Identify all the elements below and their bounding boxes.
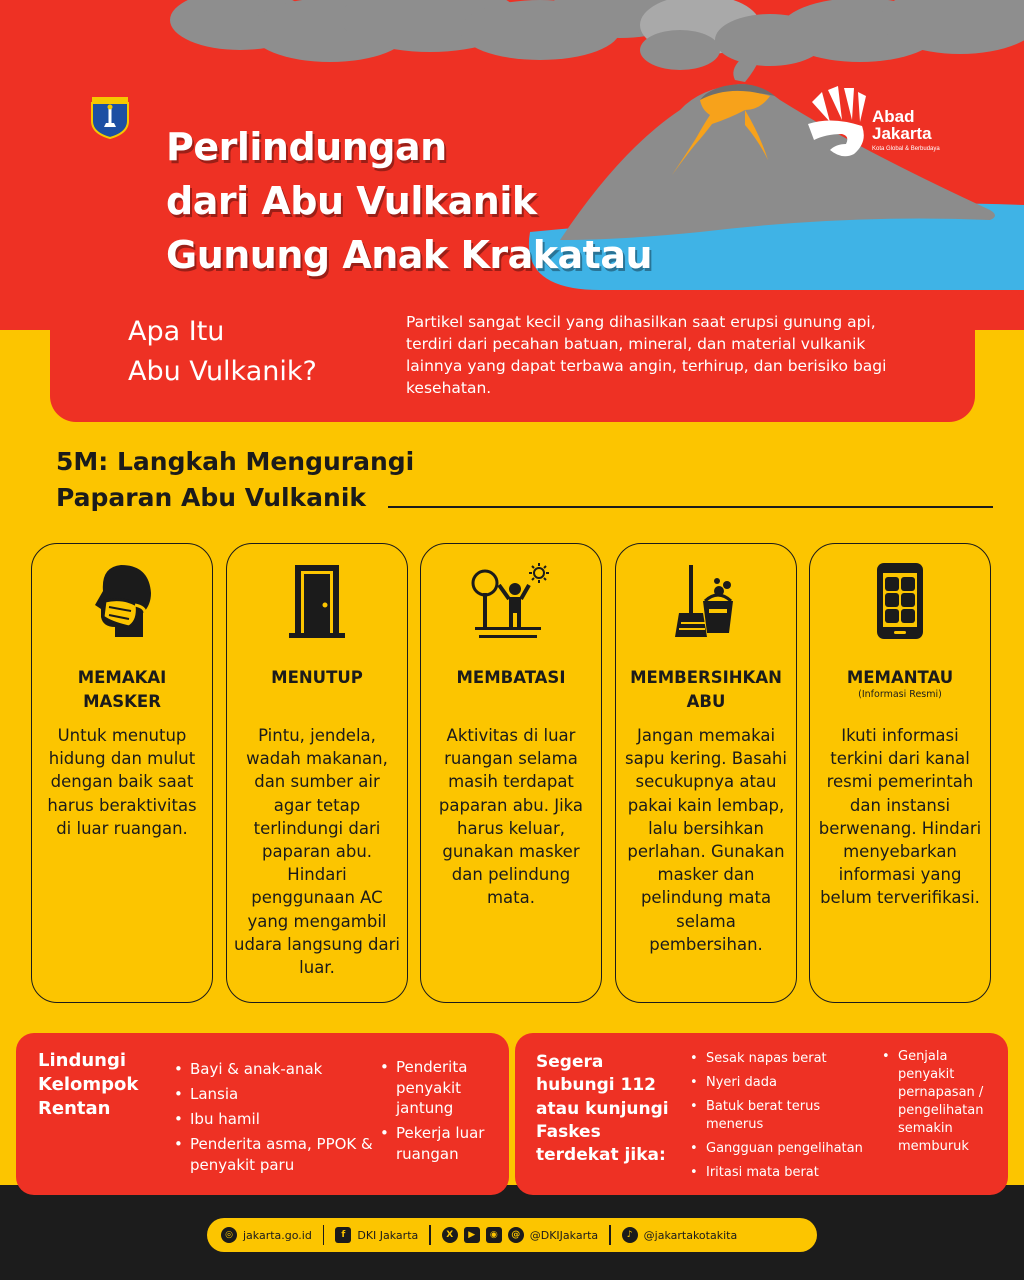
list-item: • Gangguan pengelihatan: [690, 1140, 878, 1158]
emergency-heading-line-2: hubungi 112: [536, 1075, 656, 1096]
emergency-box: [515, 1033, 1008, 1195]
emergency-heading-line-5: terdekat jika:: [536, 1145, 666, 1166]
vulnerable-list-1: [174, 1059, 374, 1175]
list-item: • Pekerja luar ruangan: [380, 1123, 500, 1164]
ash-cloud-icon: [170, 0, 1024, 82]
footer-social-text: @DKIJakarta: [529, 1228, 599, 1242]
vulnerable-group-box: [16, 1033, 509, 1195]
intro-question: [128, 312, 317, 392]
emergency-heading: [536, 1051, 669, 1167]
list-item: • Batuk berat terus menerus: [690, 1098, 878, 1134]
list-item: • Sesak napas berat: [690, 1050, 878, 1068]
card-title: MEMBERSIHKAN ABU: [630, 668, 782, 711]
card-subtitle: (Informasi Resmi): [858, 689, 942, 700]
vulnerable-heading-line-1: Lindungi: [38, 1050, 127, 1071]
list-item: • Genjala penyakit pernapasan / pengelihatan semakin memburuk: [882, 1048, 1002, 1156]
brand-line-1: Abad: [872, 107, 915, 126]
card-memantau: [809, 543, 991, 1003]
card-title-main: MEMANTAU: [846, 668, 954, 687]
vulnerable-heading-line-2: Kelompok: [38, 1074, 139, 1095]
emergency-list-1: [690, 1050, 878, 1182]
person-outdoor-icon: [469, 561, 553, 641]
door-icon: [287, 563, 347, 639]
card-title: MENUTUP: [271, 668, 363, 687]
title-line-1: Perlindungan: [166, 125, 447, 169]
card-title: MEMBATASI: [456, 668, 566, 687]
footer-separator: [429, 1225, 431, 1245]
footer-facebook-text: DKI Jakarta: [357, 1228, 419, 1242]
footer-website[interactable]: [221, 1227, 312, 1243]
instagram-icon: ◉: [486, 1227, 502, 1243]
card-membatasi: [420, 543, 602, 1003]
brand-tagline: Kota Global & Berbudaya: [872, 146, 940, 152]
title-line-3: Gunung Anak Krakatau: [166, 233, 653, 277]
tiktok-icon: ♪: [622, 1227, 638, 1243]
title-line-2: dari Abu Vulkanik: [166, 179, 537, 223]
x-icon: X: [442, 1227, 458, 1243]
youtube-icon: ▶: [464, 1227, 480, 1243]
card-body: Aktivitas di luar ruangan selama masih terdapat paparan abu. Jika harus keluar, gunakan masker dan pelindung mata.: [438, 726, 584, 908]
brand-logo-text: [872, 108, 942, 153]
card-body: Pintu, jendela, wadah makanan, dan sumber air agar tetap terlindungi dari paparan abu. Hindari penggunaan AC yang mengambil udara langsung dari luar.: [234, 726, 400, 978]
jakarta-seal-icon: [90, 95, 130, 139]
intro-question-line-1: Apa Itu: [128, 316, 225, 347]
footer-facebook[interactable]: [335, 1227, 418, 1243]
threads-icon: @: [508, 1227, 524, 1243]
footer-tiktok-text: @jakartakotakita: [643, 1228, 738, 1242]
card-body: Ikuti informasi terkini dari kanal resmi pemerintah dan instansi berwenang. Hindari menyebarkan informasi yang belum terverifikasi.: [818, 726, 982, 908]
card-menutup: [226, 543, 408, 1003]
emergency-heading-line-1: Segera: [536, 1052, 604, 1072]
footer-bar: [207, 1218, 817, 1252]
card-title: [814, 666, 986, 700]
card-body: Untuk menutup hidung dan mulut dengan baik saat harus beraktivitas di luar ruangan.: [47, 726, 197, 838]
mask-icon: [89, 561, 155, 641]
list-item: • Penderita asma, PPOK & penyakit paru: [174, 1134, 374, 1175]
globe-icon: ◎: [221, 1227, 237, 1243]
emergency-heading-line-3: atau kunjungi: [536, 1098, 669, 1119]
intro-question-line-2: Abu Vulkanik?: [128, 356, 317, 387]
list-item: • Iritasi mata berat: [690, 1164, 878, 1182]
card-body: Jangan memakai sapu kering. Basahi secukupnya atau pakai kain lembap, lalu bersihkan perlahan. Gunakan masker dan pelindung mata selama pembersihan.: [625, 726, 787, 954]
page-title: [166, 120, 652, 282]
card-title: MEMAKAI MASKER: [77, 668, 167, 711]
emergency-list-2: [882, 1048, 1002, 1156]
brand-line-2: Jakarta: [872, 124, 932, 143]
list-item: • Penderita penyakit jantung: [380, 1057, 500, 1119]
emergency-heading-line-4: Faskes: [536, 1121, 601, 1142]
card-membersihkan: [615, 543, 797, 1003]
section-divider: [388, 506, 993, 508]
smartphone-icon: [875, 561, 925, 641]
list-item: • Bayi & anak-anak: [174, 1059, 374, 1080]
section-title-line-2: Paparan Abu Vulkanik: [56, 483, 367, 512]
intro-answer: Partikel sangat kecil yang dihasilkan saat erupsi gunung api, terdiri dari pecahan batuan, mineral, dan material vulkanik lainnya yang dapat terbawa angin, terhirup, dan berisiko bagi kesehatan.: [406, 313, 887, 397]
section-title-line-1: 5M: Langkah Mengurangi: [56, 447, 415, 476]
list-item: • Nyeri dada: [690, 1074, 878, 1092]
vulnerable-heading-line-3: Rentan: [38, 1098, 111, 1119]
facebook-icon: f: [335, 1227, 351, 1243]
footer-separator: [323, 1225, 325, 1245]
footer-social[interactable]: [442, 1227, 598, 1243]
broom-bucket-icon: [669, 561, 743, 641]
section-title: [56, 444, 414, 516]
list-item: • Ibu hamil: [174, 1109, 374, 1130]
vulnerable-heading: [38, 1049, 138, 1121]
footer-separator: [609, 1225, 611, 1245]
card-masker: [31, 543, 213, 1003]
footer-tiktok[interactable]: [622, 1227, 738, 1243]
footer-website-text: jakarta.go.id: [243, 1228, 312, 1242]
list-item: • Lansia: [174, 1084, 374, 1105]
vulnerable-list-2: [380, 1057, 500, 1164]
